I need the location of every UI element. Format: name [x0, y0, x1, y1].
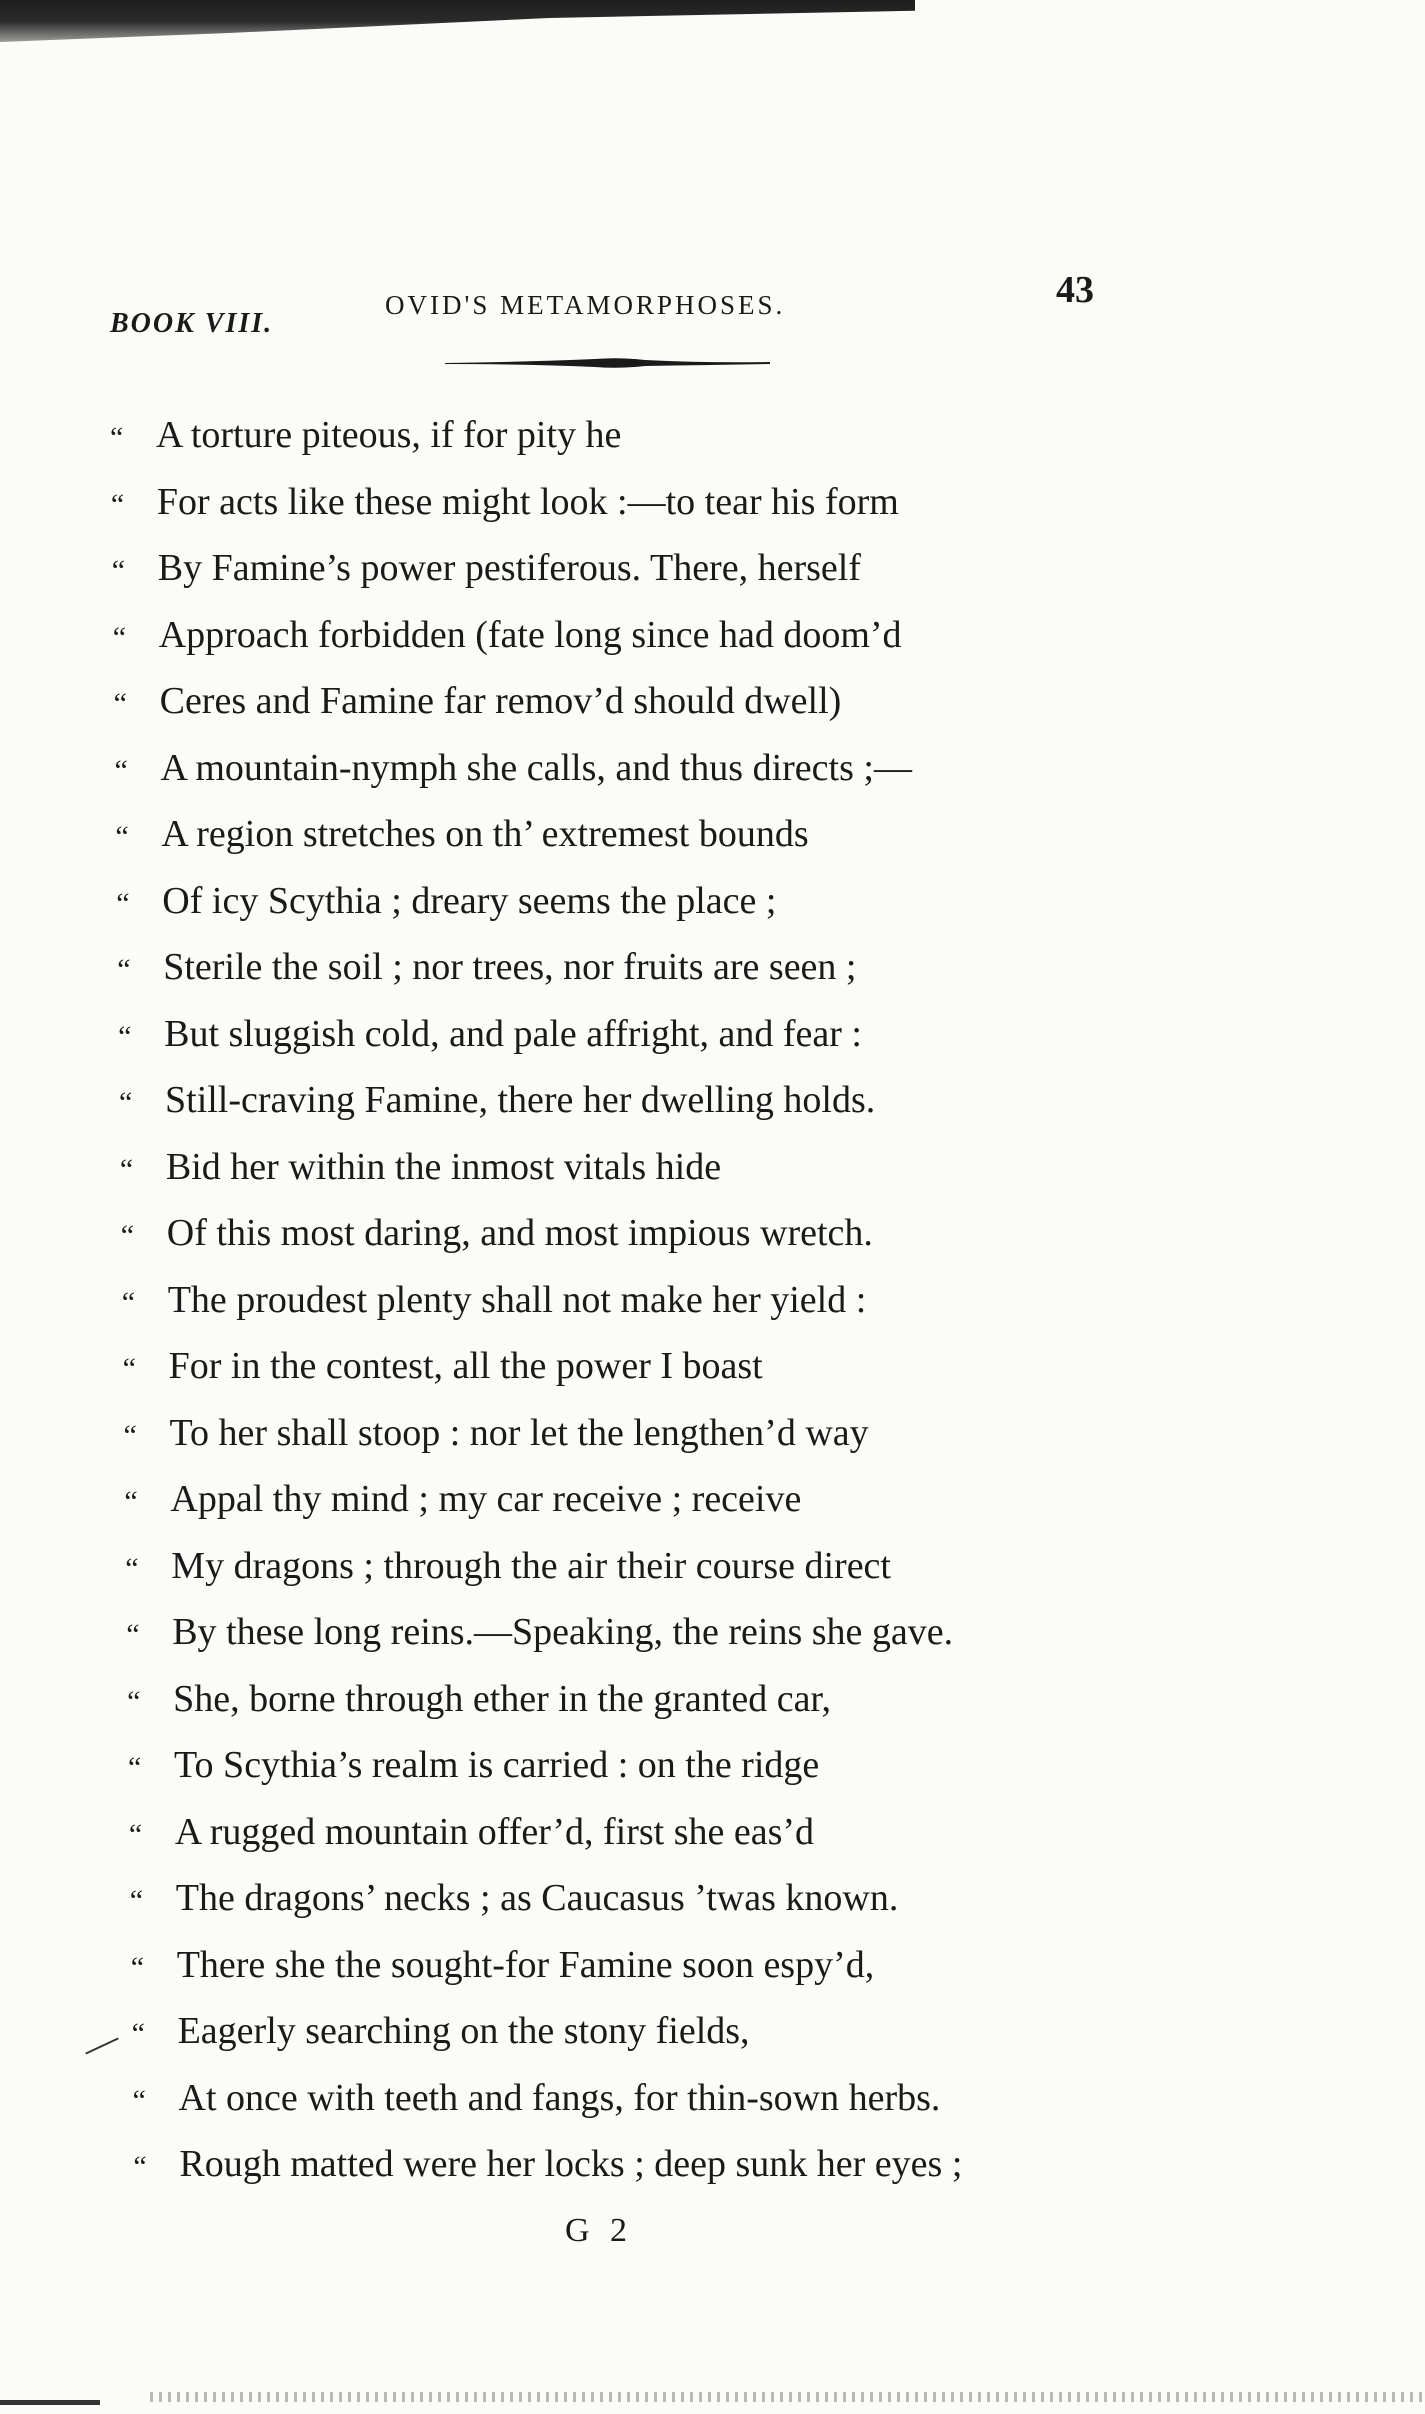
- poem-line: [121, 1203, 1121, 1270]
- poem-line-text: Of icy Scythia ; dreary seems the place ;: [162, 879, 777, 922]
- opening-quote-mark: “: [123, 1418, 137, 1452]
- poem-line-text: Ceres and Famine far remov’d should dwell): [159, 680, 842, 722]
- opening-quote-mark: “: [119, 1152, 134, 1186]
- poem-line-text: But sluggish cold, and pale affright, and fear :: [164, 1012, 862, 1055]
- poem-line: [133, 2068, 1133, 2135]
- poem-line-text: At once with teeth and fangs, for thin-sown herbs.: [178, 2076, 941, 2119]
- poem-line: [117, 937, 1117, 1004]
- opening-quote-mark: “: [112, 620, 127, 654]
- poem-line: [129, 1802, 1129, 1869]
- poem-line: [126, 1602, 1126, 1669]
- opening-quote-mark: “: [132, 2083, 146, 2117]
- poem-line-text: To her shall stoop : nor let the lengthen’d way: [169, 1411, 869, 1454]
- poem-line-text: Of this most daring, and most impious wretch.: [166, 1212, 873, 1254]
- poem-line-text: Sterile the soil ; nor trees, nor fruits are seen ;: [163, 946, 857, 988]
- opening-quote-mark: “: [111, 554, 126, 587]
- opening-quote-mark: “: [116, 886, 130, 920]
- poem-line-text: For in the contest, all the power I boast: [168, 1345, 763, 1387]
- opening-quote-mark: “: [128, 1751, 142, 1784]
- poem-line-text: The dragons’ necks ; as Caucasus ’twas known.: [175, 1877, 899, 1919]
- poem-line-text: By Famine’s power pestiferous. There, herself: [157, 547, 861, 589]
- poem-line: [113, 605, 1113, 672]
- poem-line: [119, 1070, 1119, 1137]
- opening-quote-mark: “: [125, 1551, 139, 1585]
- poem-line-text: A region stretches on th’ extremest bounds: [161, 813, 809, 855]
- poem-line: [115, 804, 1115, 871]
- poem-body: [110, 405, 1110, 2201]
- scan-edge-shadow: [0, 0, 915, 60]
- poem-line-text: Rough matted were her locks ; deep sunk her eyes ;: [179, 2143, 963, 2185]
- opening-quote-mark: “: [115, 820, 129, 853]
- poem-line-text: Still-craving Famine, there her dwelling holds.: [165, 1079, 876, 1121]
- poem-line: [118, 1004, 1118, 1071]
- poem-line: [110, 405, 1110, 472]
- poem-line: [125, 1536, 1125, 1603]
- title-rule-ornament: [445, 357, 770, 369]
- signature-mark: G 2: [565, 2212, 634, 2249]
- poem-line-text: Bid her within the inmost vitals hide: [165, 1145, 722, 1188]
- opening-quote-mark: “: [133, 2150, 147, 2183]
- poem-line: [111, 472, 1111, 539]
- poem-line: [112, 538, 1112, 605]
- scan-bottom-dust: [150, 2392, 1425, 2402]
- poem-line: [124, 1469, 1124, 1536]
- page-number: 43: [1056, 269, 1094, 311]
- poem-line: [114, 671, 1114, 738]
- poem-line: [115, 738, 1115, 805]
- opening-quote-mark: “: [110, 487, 125, 521]
- poem-line: [127, 1669, 1127, 1736]
- poem-line: [122, 1270, 1122, 1337]
- scan-edge-mark: [0, 2400, 100, 2405]
- poem-line-text: She, borne through ether in the granted car,: [173, 1677, 832, 1720]
- poem-line-text: For acts like these might look :—to tear his form: [156, 480, 899, 523]
- opening-quote-mark: “: [129, 1884, 144, 1917]
- poem-line-text: A torture piteous, if for pity he: [156, 414, 622, 456]
- poem-line-text: Approach forbidden (fate long since had doom’d: [158, 613, 902, 656]
- opening-quote-mark: “: [117, 953, 131, 986]
- running-head: [110, 269, 1110, 350]
- poem-line-text: To Scythia’s realm is carried : on the ridge: [174, 1744, 820, 1786]
- opening-quote-mark: “: [128, 1817, 143, 1851]
- opening-quote-mark: “: [120, 1219, 135, 1252]
- opening-quote-mark: “: [119, 1086, 133, 1119]
- opening-quote-mark: “: [127, 1684, 141, 1718]
- poem-line-text: By these long reins.—Speaking, the reins she gave.: [172, 1611, 954, 1653]
- opening-quote-mark: “: [113, 687, 127, 720]
- opening-quote-mark: “: [130, 1950, 145, 1984]
- poem-line-text: Appal thy mind ; my car receive ; receive: [170, 1478, 802, 1520]
- poem-line-text: There she the sought-for Famine soon espy’d,: [176, 1943, 875, 1986]
- poem-line-text: Eagerly searching on the stony fields,: [177, 2010, 750, 2052]
- poem-line-text: A rugged mountain offer’d, first she eas’d: [174, 1810, 815, 1853]
- poem-line: [123, 1336, 1123, 1403]
- poem-line: [130, 1868, 1130, 1935]
- book-label: BOOK VIII.: [110, 308, 274, 339]
- poem-line: [120, 1137, 1120, 1204]
- poem-line-text: The proudest plenty shall not make her yield :: [167, 1278, 867, 1321]
- poem-line: [133, 2134, 1133, 2201]
- opening-quote-mark: “: [131, 2017, 145, 2050]
- opening-quote-mark: “: [114, 753, 128, 787]
- opening-quote-mark: “: [124, 1485, 138, 1518]
- poem-line: [124, 1403, 1124, 1470]
- opening-quote-mark: “: [118, 1019, 132, 1053]
- poem-line: [131, 1935, 1131, 2002]
- work-title: OVID'S METAMORPHOSES.: [385, 290, 786, 320]
- poem-line: [132, 2001, 1132, 2068]
- poem-line: [128, 1735, 1128, 1802]
- opening-quote-mark: “: [121, 1285, 136, 1319]
- opening-quote-mark: “: [122, 1352, 136, 1385]
- poem-line-text: A mountain-nymph she calls, and thus directs ;—: [160, 746, 912, 789]
- poem-line: [116, 871, 1116, 938]
- opening-quote-mark: “: [110, 421, 124, 454]
- poem-line-text: My dragons ; through the air their course direct: [171, 1544, 891, 1587]
- opening-quote-mark: “: [126, 1618, 140, 1651]
